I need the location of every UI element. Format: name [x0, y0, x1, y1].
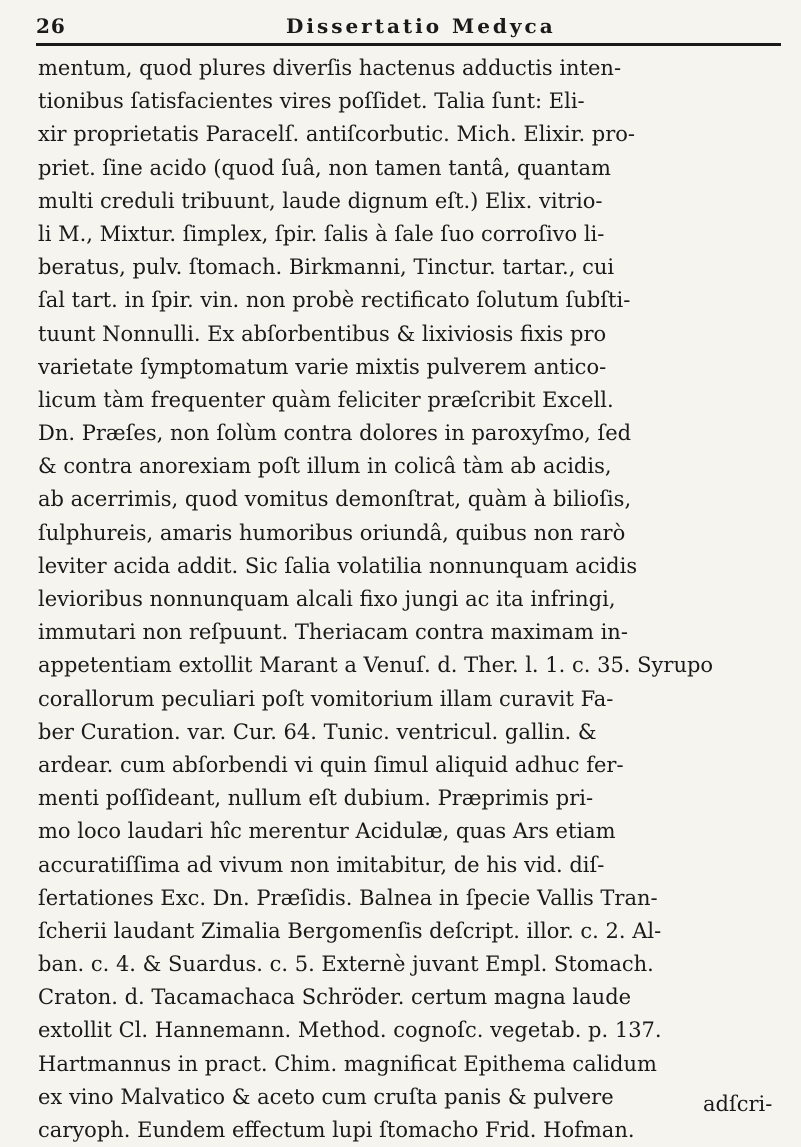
text-line: leviter acida addit. Sic ſalia volatilia nonnunquam acidis [38, 553, 638, 578]
text-line: beratus, pulv. ſtomach. Birkmanni, Tinctur. tartar., cui [38, 255, 615, 280]
text-line: ber Curation. var. Cur. 64. Tunic. ventricul. gallin. & [38, 719, 597, 744]
text-line: mentum, quod plures diverſis hactenus adductis inten- [38, 56, 622, 80]
page-number: 26 [36, 14, 66, 38]
text-line: tionibus ſatisfacientes vires poſſidet. Talia ſunt: Eli- [38, 89, 585, 114]
text-line: ſal tart. in ſpir. vin. non probè rectificato ſolutum ſubſti- [38, 288, 631, 313]
text-line: li M., Mixtur. ſimplex, ſpir. ſalis à ſale ſuo corroſivo li- [38, 221, 605, 246]
text-line: ban. c. 4. & Suardus. c. 5. Externè juvant Empl. Stomach. [38, 952, 654, 977]
text-line: multi creduli tribuunt, laude dignum eſt.) Elix. vitrio- [38, 188, 603, 213]
text-line: ſertationes Exc. Dn. Præſidis. Balnea in ſpecie Vallis Tran- [38, 885, 658, 910]
text-line: & contra anorexiam poſt illum in colicâ tàm ab acidis, [38, 454, 612, 479]
text-line: appetentiam extollit Marant a Venuſ. d. Ther. l. 1. c. 35. Syrupo [38, 653, 714, 678]
text-line: levioribus nonnunquam alcali fixo jungi ac ita infringi, [38, 587, 616, 611]
text-line: extollit Cl. Hannemann. Method. cognoſc. vegetab. p. 137. [38, 1018, 662, 1043]
text-line: menti poſſideant, nullum eſt dubium. Præprimis pri- [38, 786, 594, 811]
body-text [38, 52, 783, 1147]
text-line: tuunt Nonnulli. Ex abſorbentibus & lixiviosis fixis pro [38, 321, 607, 346]
running-head: Dissertatio Medyca [286, 14, 556, 38]
text-line: ſulphureis, amaris humoribus oriundâ, quibus non rarò [38, 520, 626, 545]
text-line: caryoph. Eundem effectum lupi ſtomacho Frid. Hofman. [38, 1118, 635, 1142]
text-line: ex vino Malvatico & aceto cum cruſta panis & pulvere [38, 1084, 614, 1109]
text-line: mo loco laudari hîc merentur Acidulæ, quas Ars etiam [38, 819, 616, 844]
text-line: ſcherii laudant Zimalia Bergomenſis deſcript. illor. c. 2. Al- [38, 918, 662, 943]
text-line: Craton. d. Tacamachaca Schröder. certum magna laude [38, 985, 632, 1010]
header-rule [36, 43, 781, 46]
catchword: adſcri- [703, 1092, 773, 1116]
text-line: ardear. cum abſorbendi vi quin ſimul aliquid adhuc fer- [38, 752, 624, 777]
text-line: licum tàm frequenter quàm feliciter præſcribit Excell. [38, 387, 614, 412]
text-line: corallorum peculiari poſt vomitorium illam curavit Fa- [38, 686, 614, 711]
text-line: ab acerrimis, quod vomitus demonſtrat, quàm à bilioſis, [38, 487, 632, 512]
text-line: accuratiſſima ad vivum non imitabitur, de his vid. diſ- [38, 852, 605, 877]
text-line: Hartmannus in pract. Chim. magnificat Epithema calidum [38, 1051, 657, 1076]
text-line: varietate ſymptomatum varie mixtis pulverem antico- [38, 354, 607, 379]
text-line: priet. ſine acido (quod ſuâ, non tamen tantâ, quantam [38, 155, 611, 180]
text-line: xir proprietatis Paracelſ. antiſcorbutic. Mich. Elixir. pro- [38, 122, 636, 147]
page-header [36, 14, 781, 44]
text-line: immutari non reſpuunt. Theriacam contra maximam in- [38, 620, 628, 645]
text-line: Dn. Præſes, non ſolùm contra dolores in paroxyſmo, ſed [38, 421, 632, 446]
